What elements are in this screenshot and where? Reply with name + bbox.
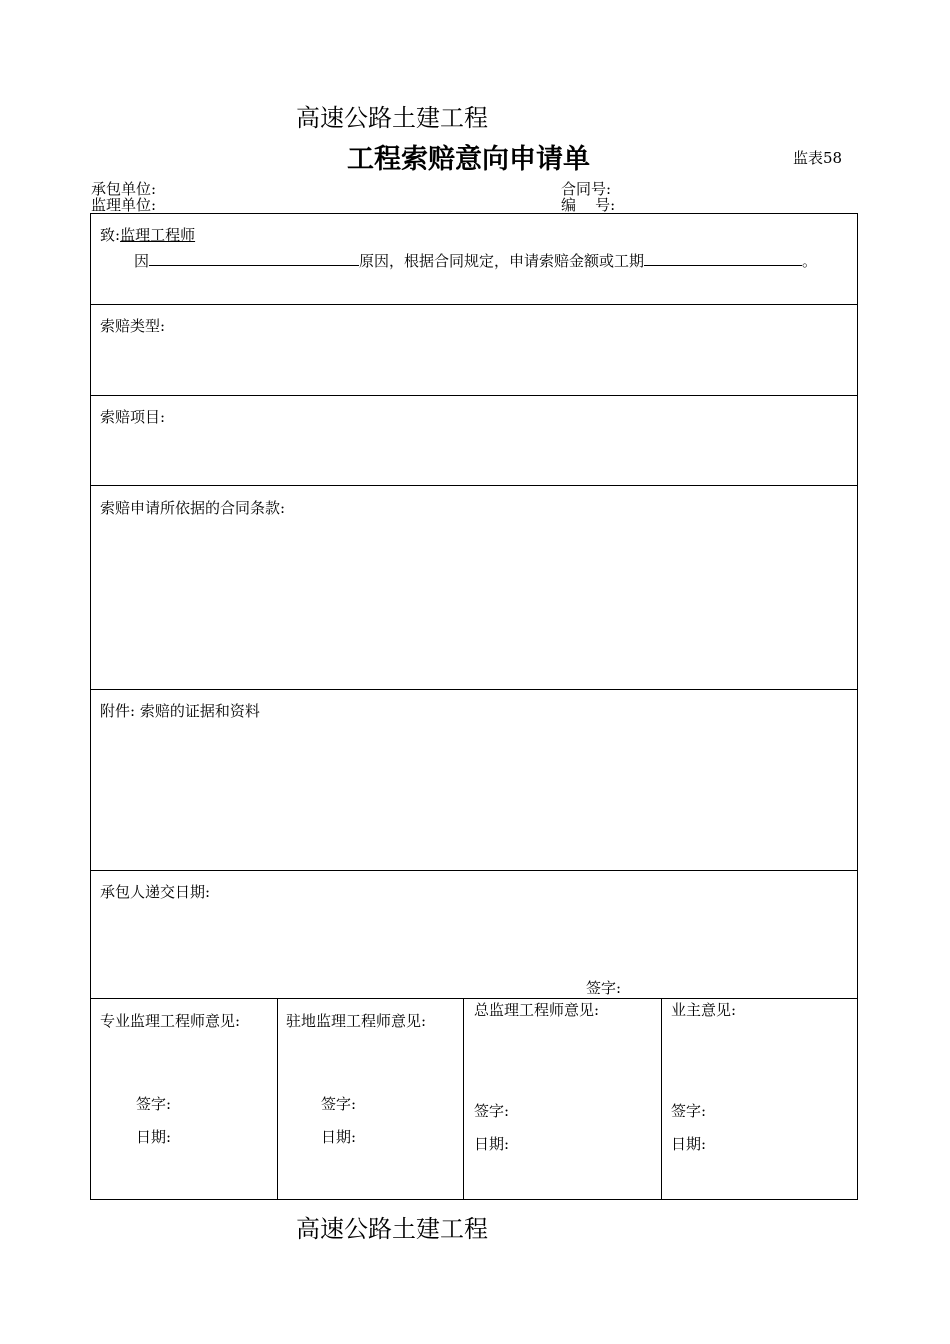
amount-blank[interactable] xyxy=(644,249,802,266)
addressee: 监理工程师 xyxy=(120,226,196,244)
attachments-label: 附件: 索赔的证据和资料 xyxy=(100,702,260,720)
column-divider xyxy=(277,998,278,1200)
submit-date-label: 承包人递交日期: xyxy=(100,883,211,901)
form-title: 工程索赔意向申请单 xyxy=(347,144,590,175)
reason-text: 原因，根据合同规定，申请索赔金额或工期 xyxy=(359,252,645,270)
specialist-signature-label: 签字: xyxy=(136,1095,172,1113)
contractor-signature-label: 签字: xyxy=(586,979,622,997)
resident-date-label: 日期: xyxy=(321,1128,357,1146)
column-divider xyxy=(661,998,662,1200)
row-divider xyxy=(91,689,857,690)
form-table xyxy=(90,213,858,1200)
period-mark: 。 xyxy=(802,252,818,270)
claim-intent-line xyxy=(134,249,817,271)
row-divider xyxy=(91,870,857,871)
chief-signature-label: 签字: xyxy=(474,1102,510,1120)
contract-clauses-label: 索赔申请所依据的合同条款: xyxy=(100,499,286,517)
owner-opinion-label: 业主意见: xyxy=(671,1001,737,1019)
chief-date-label: 日期: xyxy=(474,1135,510,1153)
column-divider xyxy=(463,998,464,1200)
resident-engineer-opinion-label: 驻地监理工程师意见: xyxy=(286,1012,427,1030)
specialist-date-label: 日期: xyxy=(136,1128,172,1146)
addressee-line xyxy=(100,224,195,245)
owner-date-label: 日期: xyxy=(671,1135,707,1153)
to-label: 致: xyxy=(100,226,121,244)
row-divider xyxy=(91,485,857,486)
because-label: 因 xyxy=(134,252,150,270)
document-title: 高速公路土建工程 xyxy=(296,104,488,132)
owner-signature-label: 签字: xyxy=(671,1102,707,1120)
supervisor-label: 监理单位: xyxy=(91,196,157,214)
claim-type-label: 索赔类型: xyxy=(100,317,166,335)
row-divider xyxy=(91,304,857,305)
chief-engineer-opinion-label: 总监理工程师意见: xyxy=(474,1001,600,1019)
specialist-engineer-opinion-label: 专业监理工程师意见: xyxy=(100,1012,241,1030)
contractor-label: 承包单位: xyxy=(91,180,157,198)
next-page-title: 高速公路土建工程 xyxy=(296,1215,488,1243)
reason-blank[interactable] xyxy=(149,249,359,266)
serial-number-label: 编 号: xyxy=(561,196,616,214)
contract-number-label: 合同号: xyxy=(561,180,612,198)
row-divider xyxy=(91,395,857,396)
claim-item-label: 索赔项目: xyxy=(100,408,166,426)
resident-signature-label: 签字: xyxy=(321,1095,357,1113)
form-code: 监表58 xyxy=(793,149,843,167)
